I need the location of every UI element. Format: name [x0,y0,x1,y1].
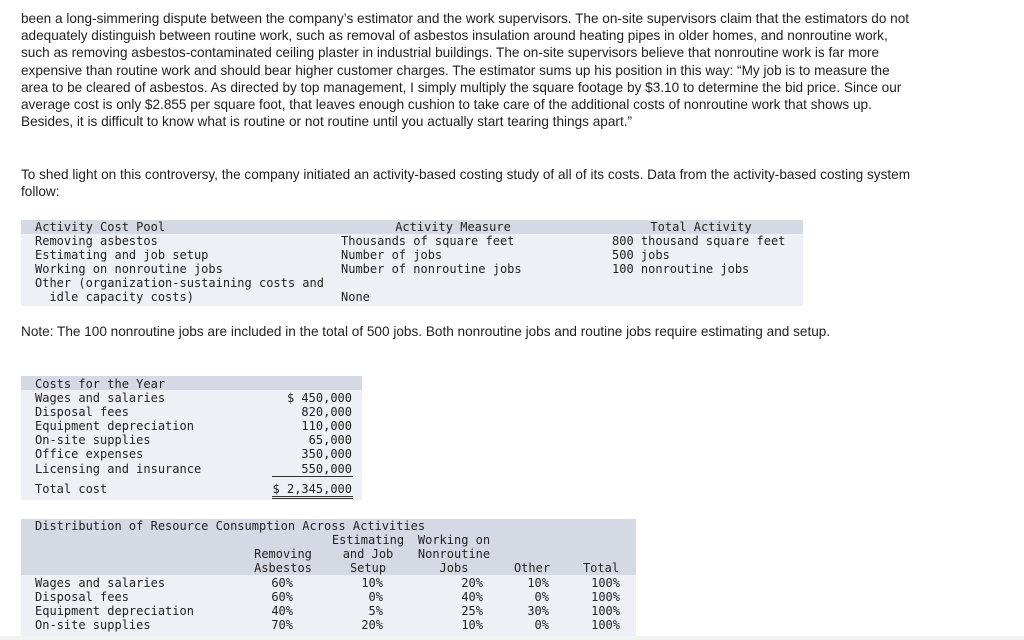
cost-row-amount: 820,000 [301,405,352,419]
activity-table [21,220,803,306]
cost-row-label: Disposal fees [35,405,129,419]
column-header: Other [513,561,551,575]
distribution-cell: 100% [591,576,620,590]
column-header: Total [582,561,620,575]
total-cost-amount: $ 2,345,000 [272,482,352,496]
activity-row-measure: Number of jobs [341,248,443,262]
cost-row-amount: 65,000 [308,433,352,447]
distribution-cell: 100% [591,618,620,632]
cost-row-amount: $ 450,000 [286,391,352,405]
cost-row-label: Office expenses [35,447,144,461]
distribution-row-label: Disposal fees [35,590,129,604]
double-rule-bottom [272,498,353,499]
distribution-cell: 100% [591,604,620,618]
distribution-cell: 60% [271,576,293,590]
activity-header-total: Total Activity [650,220,752,234]
costs-header-label: Costs for the Year [35,377,166,391]
distribution-cell: 25% [461,604,483,618]
subtotal-rule [272,476,353,477]
activity-row-total: 800 thousand square feet [612,234,786,248]
cost-row-amount: 550,000 [301,462,352,476]
distribution-cell: 100% [591,590,620,604]
distribution-cell: 0% [368,590,383,604]
distribution-cell: 10% [361,576,383,590]
activity-row-total: 100 nonroutine jobs [612,262,750,276]
cost-row-amount: 110,000 [301,419,352,433]
distribution-cell: 20% [361,618,383,632]
distribution-cell: 0% [534,618,549,632]
cost-row-label: On-site supplies [35,433,151,447]
activity-row-measure: Number of nonroutine jobs [341,262,522,276]
distribution-cell: 40% [271,604,293,618]
distribution-cell: 20% [461,576,483,590]
distribution-cell: 5% [368,604,383,618]
column-header: Removing Asbestos [254,547,312,576]
transition-paragraph: To shed light on this controversy, the company initiated an activity-based costing study of all of its costs. Data from the activity-based costing system follow: [21,167,911,200]
activity-row-pool: Removing asbestos [35,234,158,248]
distribution-cell: 10% [527,576,549,590]
total-cost-label: Total cost [35,482,108,496]
cost-row-label: Wages and salaries [35,391,166,405]
double-rule-top [272,496,353,497]
costs-table [21,376,362,500]
distribution-title: Distribution of Resource Consumption Across Activities [35,519,426,533]
activity-row-measure: Thousands of square feet [341,234,515,248]
distribution-cell: 40% [461,590,483,604]
column-header: Working on Nonroutine Jobs [417,533,491,576]
intro-paragraph: been a long-simmering dispute between the company’s estimator and the work supervisors. The on-site supervisors claim that the estimators do not adequately distinguish between routine work, such as removal of asbestos insulation around heating pipes in older homes, and nonroutine work, such as removing asbestos-contaminated ceiling plaster in industrial buildings. The on-site supervisors believe that nonroutine work is far more expensive than routine work and should bear higher customer charges. The estimator sums up his position in this way: “My job is to measure the area to be cleared of asbestos. As directed by top management, I simply multiply the square footage by $3.10 to determine the bid price. Since our average cost is only $2.855 per square foot, that leaves enough cushion to take care of the additional costs of nonroutine work that shows up. Besides, it is difficult to know what is routine or not routine until you actually start tearing things apart.” [21,11,910,130]
distribution-cell: 60% [271,590,293,604]
page-bottom-edge [0,636,1024,640]
column-header: Estimating and Job Setup [331,533,405,576]
distribution-row-label: On-site supplies [35,618,151,632]
cost-row-label: Equipment depreciation [35,419,194,433]
cost-row-label: Licensing and insurance [35,462,202,476]
distribution-row-label: Wages and salaries [35,576,166,590]
distribution-cell: 0% [534,590,549,604]
note-paragraph: Note: The 100 nonroutine jobs are included in the total of 500 jobs. Both nonroutine jobs and routine jobs require estimating and setup. [21,324,831,339]
cost-row-amount: 350,000 [301,447,352,461]
activity-row-pool: Working on nonroutine jobs [35,262,223,276]
distribution-cell: 30% [527,604,549,618]
distribution-table [21,519,636,640]
activity-header-measure: Activity Measure [395,220,511,234]
distribution-cell: 10% [461,618,483,632]
activity-header-pool: Activity Cost Pool [35,220,166,234]
activity-row-pool: Estimating and job setup [35,248,209,262]
activity-row-total: 500 jobs [612,248,670,262]
distribution-cell: 70% [271,618,293,632]
activity-row-measure: None [341,290,370,304]
activity-row-pool: Other (organization-sustaining costs and idle capacity costs) [35,276,324,305]
distribution-row-label: Equipment depreciation [35,604,194,618]
